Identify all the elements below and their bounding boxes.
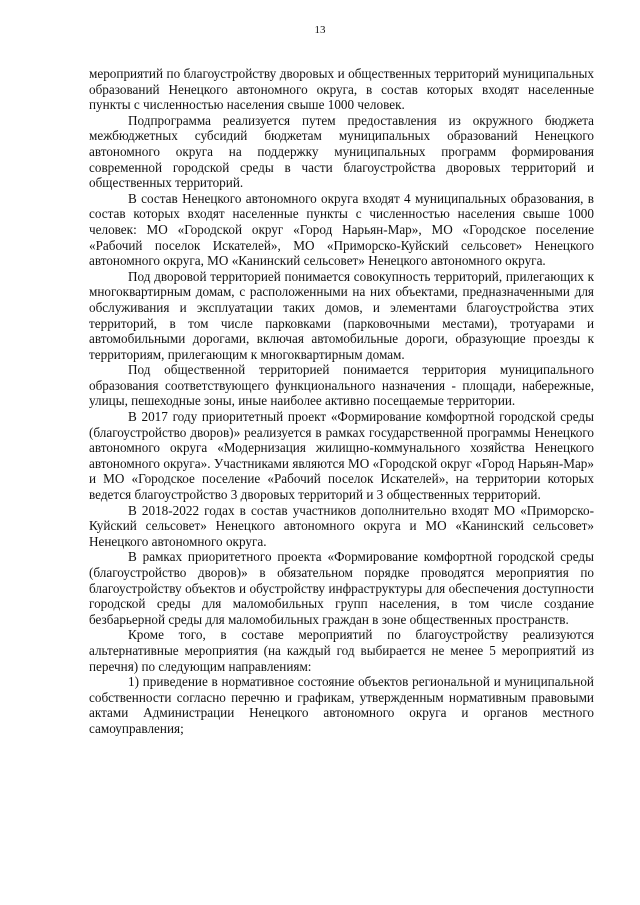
paragraph-2018-2022-participants: В 2018-2022 годах в состав участников дополнительно входят МО «Приморско-Куйский сельсовет» Ненецкого автономного округа и МО «Канинский сельсовет» Ненецкого автономного округа.: [89, 502, 594, 549]
paragraph-2017-project: В 2017 году приоритетный проект «Формирование комфортной городской среды (благоустройство дворов)» реализуется в рамках государственной программы Ненецкого автономного округа «Модернизация жилищно-коммунального хозяйства Ненецкого автономного округа». Участниками являются МО «Городской округ «Город Нарьян-Мар» и МО «Городское поселение «Рабочий поселок Искателей», на территории которых ведется благоустройство 3 дворовых территорий и 3 общественных территорий.: [89, 409, 594, 503]
paragraph-continuation: мероприятий по благоустройству дворовых и общественных территорий муниципальных образований Ненецкого автономного округа, в состав которых входят населенные пункты с численностью населения свыше 1000 человек.: [89, 66, 594, 113]
page-number: 13: [314, 24, 326, 36]
paragraph-municipal-entities: В состав Ненецкого автономного округа входят 4 муниципальных образования, в состав которых входят населенные пункты с численностью населения свыше 1000 человек: МО «Городской округ «Город Нарьян-Мар», МО «Городское поселение «Рабочий поселок Искателей», МО «Приморско-Куйский сельсовет» Ненецкого автономного округа, МО «Канинский сельсовет» Ненецкого автономного округа.: [89, 190, 594, 269]
paragraph-alternative-measures: Кроме того, в составе мероприятий по благоустройству реализуются альтернативные мероприятия (на каждый год выбирается не менее 5 мероприятий из перечня) по следующим направлениям:: [89, 627, 594, 674]
document-body: [89, 66, 594, 737]
paragraph-subprogram-funding: Подпрограмма реализуется путем предоставления из окружного бюджета межбюджетных субсидий бюджетам муниципальных образований Ненецкого автономного округа на поддержку муниципальных программ формирования современной городской среды в части благоустройства дворовых территорий и общественных территорий.: [89, 112, 594, 191]
list-item-1: 1) приведение в нормативное состояние объектов региональной и муниципальной собственности согласно перечню и графикам, утвержденным нормативным правовыми актами Администрации Ненецкого автономного округа и органов местного самоуправления;: [89, 674, 594, 736]
paragraph-yard-territory-definition: Под дворовой территорией понимается совокупность территорий, прилегающих к многоквартирным домам, с расположенными на них объектами, предназначенными для обслуживания и эксплуатации таких домов, и элементами благоустройства этих территорий, в том числе парковками (парковочными местами), тротуарами и автомобильными дорогами, включая автомобильные дороги, образующие проезды к территориям, прилегающим к многоквартирным домам.: [89, 268, 594, 362]
paragraph-public-territory-definition: Под общественной территорией понимается территория муниципального образования соответствующего функционального назначения - площади, набережные, улицы, пешеходные зоны, иные наиболее активно посещаемые территории.: [89, 362, 594, 409]
paragraph-accessibility: В рамках приоритетного проекта «Формирование комфортной городской среды (благоустройство дворов)» в обязательном порядке проводятся мероприятия по благоустройству объектов и обустройству инфраструктуры для обеспечения доступности городской среды для маломобильных групп населения, в том числе создание безбарьерной среды для маломобильных граждан в зоне общественных пространств.: [89, 549, 594, 627]
